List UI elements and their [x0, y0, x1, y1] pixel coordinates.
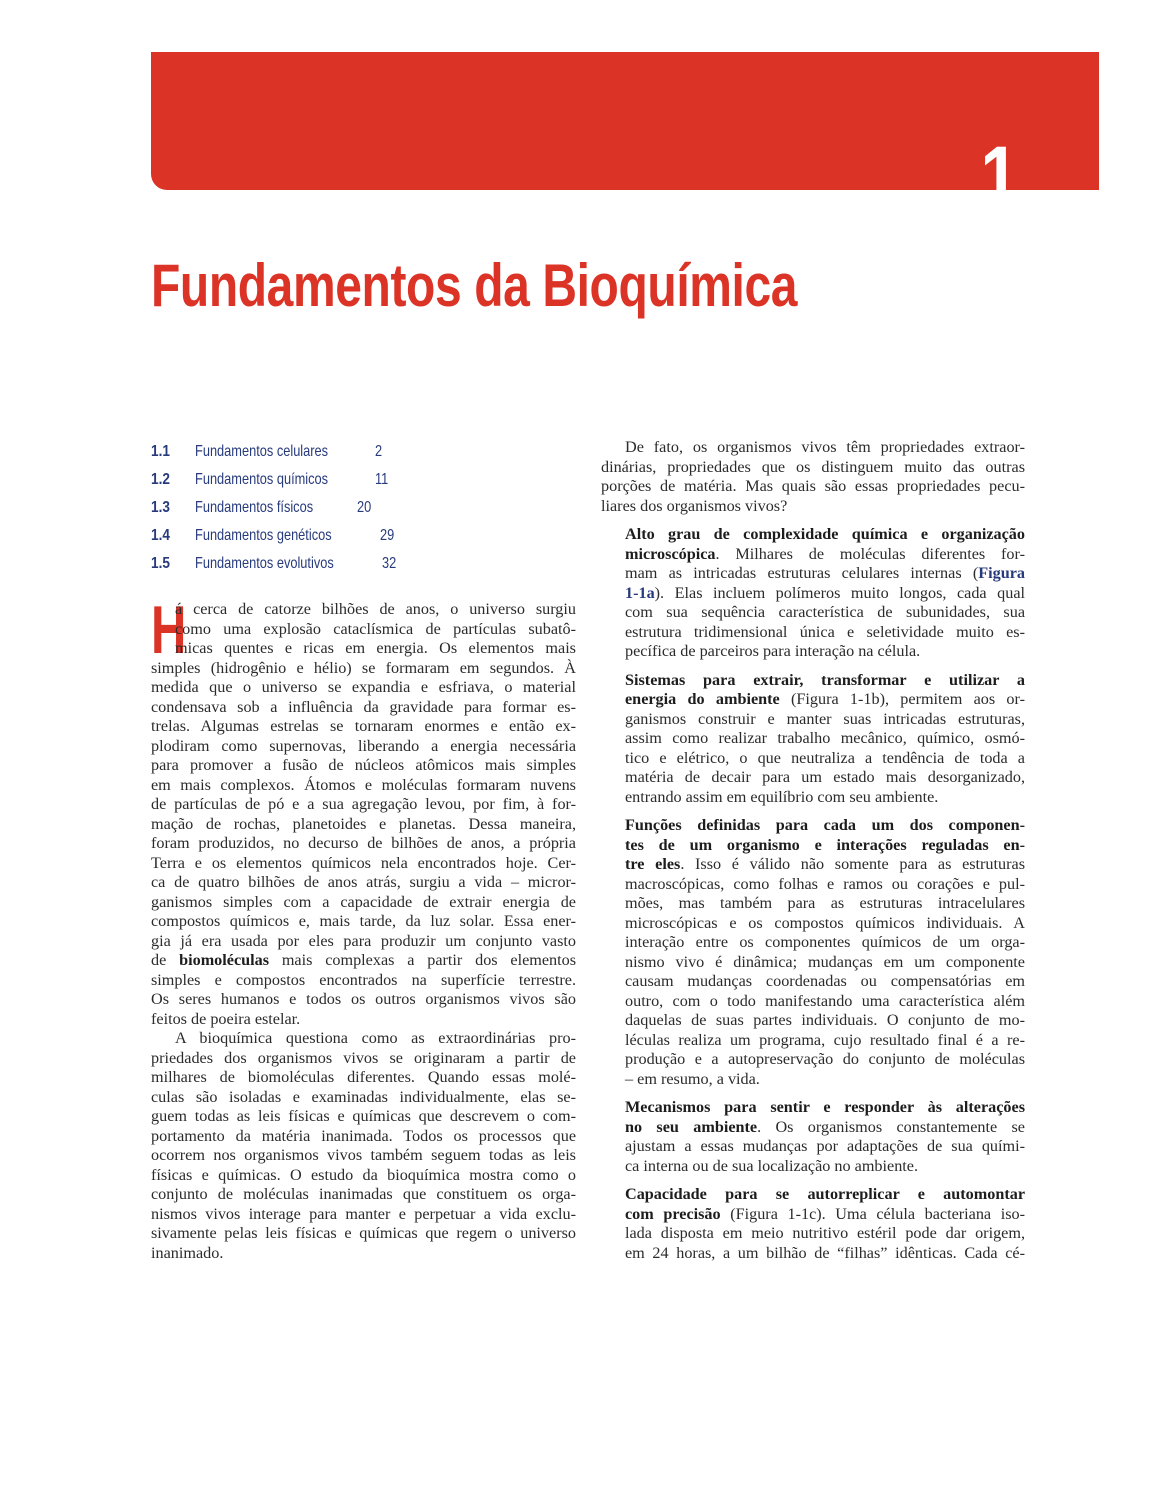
- text-line: matéria de decair para um estado mais desorganizado,: [625, 768, 1025, 786]
- toc-item[interactable]: [151, 550, 400, 578]
- toc-item[interactable]: [151, 466, 400, 494]
- text-line: mação de rochas, planetoides e planetas. Dessa maneira,: [151, 814, 576, 833]
- text-line: guem todas as leis físicas e químicas que descrevem o com-: [151, 1107, 576, 1125]
- text-line: [625, 1205, 1025, 1225]
- toc-page-number: 20: [356, 499, 371, 516]
- body-paragraph: [601, 438, 1025, 516]
- text-line: nismos vivos interage para manter e perpetuar a vida exclu-: [151, 1204, 576, 1223]
- text-line: – em resumo, a vida.: [625, 1069, 760, 1088]
- text-run: . Isso é válido não somente para as estruturas: [680, 855, 1025, 873]
- property-heading: Funções definidas para cada um dos componen-: [625, 816, 1025, 834]
- text-line: [625, 584, 1025, 604]
- property-heading: energia do ambiente: [625, 690, 780, 708]
- text-line: [151, 951, 576, 971]
- property-item: [625, 1098, 1025, 1176]
- text-line: compostos químicos e, mais tarde, da luz solar. Essa ener-: [151, 912, 576, 930]
- figure-reference-link[interactable]: Figura: [978, 564, 1025, 582]
- toc-page-number: 29: [379, 527, 395, 544]
- text-line: á cerca de catorze bilhões de anos, o universo surgiu: [175, 600, 576, 618]
- property-heading: tre eles: [625, 855, 681, 873]
- text-line: léculas realiza um programa, cujo resultado final é a re-: [625, 1030, 1025, 1049]
- property-heading: no seu ambiente: [625, 1117, 758, 1136]
- key-term: biomoléculas: [179, 951, 270, 969]
- toc-item[interactable]: [151, 494, 400, 522]
- toc-page-number: 11: [375, 471, 389, 488]
- toc-section-number: 1.5: [151, 555, 170, 572]
- text-line: nismo vivo é dinâmica; mudanças em um componente: [625, 952, 1025, 971]
- toc-section-label: Fundamentos evolutivos: [195, 555, 334, 572]
- text-line: conjunto de moléculas inanimadas que constituem os orga-: [151, 1185, 576, 1203]
- text-line: daquelas de suas partes individuais. O conjunto de mo-: [625, 1011, 1025, 1029]
- text-line: inanimado.: [151, 1243, 224, 1262]
- text-line: portamento da matéria inanimada. Todos os processos que: [151, 1126, 576, 1145]
- toc-section-label: Fundamentos celulares: [195, 443, 329, 460]
- text-line: para promover a fusão de núcleos atômicos mais simples: [151, 756, 576, 774]
- chapter-title: Fundamentos da Bioquímica: [151, 252, 798, 319]
- text-line: interação entre os componentes químicos de um orga-: [625, 933, 1025, 951]
- property-heading: com precisão: [625, 1204, 721, 1223]
- text-line: trelas. Algumas estrelas se tornaram enormes e então ex-: [151, 717, 576, 735]
- text-line: micas quentes e ricas em energia. Os elementos mais: [175, 639, 576, 657]
- text-line: [625, 1098, 1025, 1118]
- text-line: de partículas de pó e a sua agregação levou, por fim, à for-: [151, 795, 576, 813]
- text-line: simples e compostos encontrados na superfície terrestre.: [151, 970, 576, 989]
- property-heading: Alto grau de complexidade química e organização: [625, 525, 1025, 543]
- chapter-number: 1: [980, 129, 1019, 223]
- text-line: outro, com o todo manifestando uma característica além: [625, 991, 1025, 1010]
- toc-page-number: 2: [375, 443, 383, 460]
- text-line: macroscópicas, como folhas e ramos ou corações e pul-: [625, 874, 1025, 893]
- toc-item[interactable]: [151, 438, 400, 466]
- text-line: [625, 525, 1025, 545]
- text-line: produção e a autopreservação do conjunto de moléculas: [625, 1050, 1025, 1068]
- text-line: mões, mas também para as estruturas intracelulares: [625, 894, 1025, 912]
- text-line: físicas e químicas. O estudo da bioquímica mostra como o: [151, 1165, 576, 1184]
- property-item: [625, 816, 1025, 1089]
- text-line: estrutura tridimensional única e seletividade muito es-: [625, 622, 1025, 641]
- text-line: sivamente pelas leis físicas e químicas que regem o universo: [151, 1224, 576, 1242]
- text-line: condensava sob a influência da gravidade para formar es-: [151, 697, 576, 716]
- toc-page-number: 32: [382, 555, 397, 572]
- property-heading: tes de um organismo e interações reguladas en-: [625, 835, 1025, 854]
- text-line: em 24 horas, a um bilhão de “filhas” idênticas. Cada cé-: [625, 1243, 1025, 1262]
- toc-section-label: Fundamentos químicos: [195, 471, 329, 488]
- toc-section-label: Fundamentos genéticos: [195, 527, 332, 544]
- text-line: ocorrem nos organismos vivos também seguem todas as leis: [151, 1146, 576, 1164]
- text-line: [625, 836, 1025, 856]
- property-item: [625, 525, 1025, 662]
- toc-section-number: 1.2: [151, 471, 170, 488]
- left-column: [151, 592, 577, 1263]
- text-line: causam mudanças coordenadas ou compensatórias em: [625, 972, 1025, 990]
- right-column: [601, 438, 1025, 1263]
- text-line: foram produzidos, no decurso de bilhões de anos, a própria: [151, 834, 576, 852]
- text-run: ). Elas incluem polímeros muito longos, cada qual: [654, 583, 1025, 602]
- intro-paragraph: [151, 592, 577, 1029]
- text-line: culas são isoladas e examinadas individualmente, elas se-: [151, 1087, 576, 1106]
- text-line: lada disposta em meio nutritivo estéril pode dar origem,: [625, 1224, 1025, 1242]
- text-line: Os seres humanos e todos os outros organismos vivos são: [151, 990, 576, 1008]
- text-line: ca de quatro bilhões de anos atrás, surgiu a vida – micror-: [151, 873, 576, 891]
- text-run: de: [151, 951, 167, 969]
- text-line: [625, 1185, 1025, 1205]
- toc-item[interactable]: [151, 522, 400, 550]
- text-line: dinárias, propriedades que os distinguem muito das outras: [601, 457, 1025, 476]
- text-line: como uma explosão cataclísmica de partículas subatô-: [175, 619, 576, 638]
- property-item: [625, 1185, 1025, 1263]
- drop-cap: H: [151, 592, 187, 668]
- text-line: Terra e os elementos químicos nela encontrados hoje. Cer-: [151, 853, 576, 872]
- body-paragraph: [151, 1029, 576, 1263]
- text-line: [625, 1118, 1025, 1138]
- text-run: mam as intricadas estruturas celulares internas (: [625, 564, 979, 582]
- text-line: milhares de biomoléculas diferentes. Quando essas molé-: [151, 1068, 576, 1086]
- text-line: pecífica de parceiros para interação na célula.: [625, 642, 921, 660]
- text-line: A bioquímica questiona como as extraordinárias pro-: [175, 1029, 576, 1047]
- toc-section-number: 1.4: [151, 527, 170, 544]
- text-line: entrando assim em equilíbrio com seu ambiente.: [625, 787, 939, 806]
- text-line: [625, 545, 1025, 565]
- property-heading: Mecanismos para sentir e responder às alterações: [625, 1098, 1025, 1116]
- text-run: . Os organismos constantemente se: [757, 1117, 1025, 1136]
- chapter-contents: [151, 438, 400, 578]
- text-line: com sua sequência característica de subunidades, sua: [625, 603, 1025, 621]
- text-line: gia já era usada por eles para produzir um conjunto vasto: [151, 931, 576, 950]
- text-line: assim como realizar trabalho mecânico, químico, osmó-: [625, 729, 1025, 747]
- text-line: [625, 855, 1025, 875]
- text-line: liares dos organismos vivos?: [601, 496, 788, 515]
- toc-section-label: Fundamentos físicos: [195, 499, 314, 516]
- property-heading: microscópica: [625, 544, 716, 563]
- toc-section-number: 1.1: [151, 443, 170, 460]
- chapter-banner: [151, 52, 1099, 223]
- text-line: ganismos construir e manter suas intricadas estruturas,: [625, 709, 1025, 728]
- text-line: priedades dos organismos vivos se originaram a partir de: [151, 1048, 576, 1067]
- text-line: [625, 690, 1025, 710]
- text-run: . Milhares de moléculas diferentes for-: [715, 544, 1025, 563]
- text-line: ajustam a essas mudanças por adaptações de sua quími-: [625, 1137, 1025, 1155]
- toc-section-number: 1.3: [151, 499, 170, 516]
- figure-reference-link[interactable]: 1-1a: [625, 583, 655, 602]
- text-line: medida que o universo se expandia e esfriava, o material: [151, 678, 576, 696]
- property-heading: Capacidade para se autorreplicar e automontar: [625, 1185, 1025, 1203]
- text-line: feitos de poeira estelar.: [151, 1009, 301, 1028]
- text-line: em mais complexos. Átomos e moléculas formaram nuvens: [151, 775, 576, 794]
- text-run: (Figura 1-1c). Uma célula bacteriana iso-: [720, 1204, 1025, 1223]
- text-line: [625, 564, 1025, 584]
- text-line: ganismos simples com a capacidade de extrair energia de: [151, 892, 576, 911]
- property-item: [625, 671, 1025, 808]
- text-line: [625, 816, 1025, 836]
- text-line: simples (hidrogênio e hélio) se formaram em segundos. À: [151, 658, 576, 677]
- text-line: tico e elétrico, o que neutraliza a tendência de toda a: [625, 748, 1025, 767]
- text-line: plodiram como supernovas, liberando a energia necessária: [151, 736, 576, 755]
- text-run: (Figura 1-1b), permitem aos or-: [779, 690, 1025, 708]
- text-run: mais complexas a partir dos elementos: [281, 951, 577, 969]
- text-line: porções de matéria. Mas quais são essas propriedades pecu-: [601, 477, 1025, 495]
- text-line: [625, 671, 1025, 691]
- text-line: microscópicas e os compostos químicos individuais. A: [625, 913, 1025, 932]
- text-line: ca interna ou de sua localização no ambiente.: [625, 1156, 919, 1175]
- text-line: De fato, os organismos vivos têm propriedades extraor-: [625, 438, 1025, 456]
- property-heading: Sistemas para extrair, transformar e utilizar a: [625, 670, 1025, 689]
